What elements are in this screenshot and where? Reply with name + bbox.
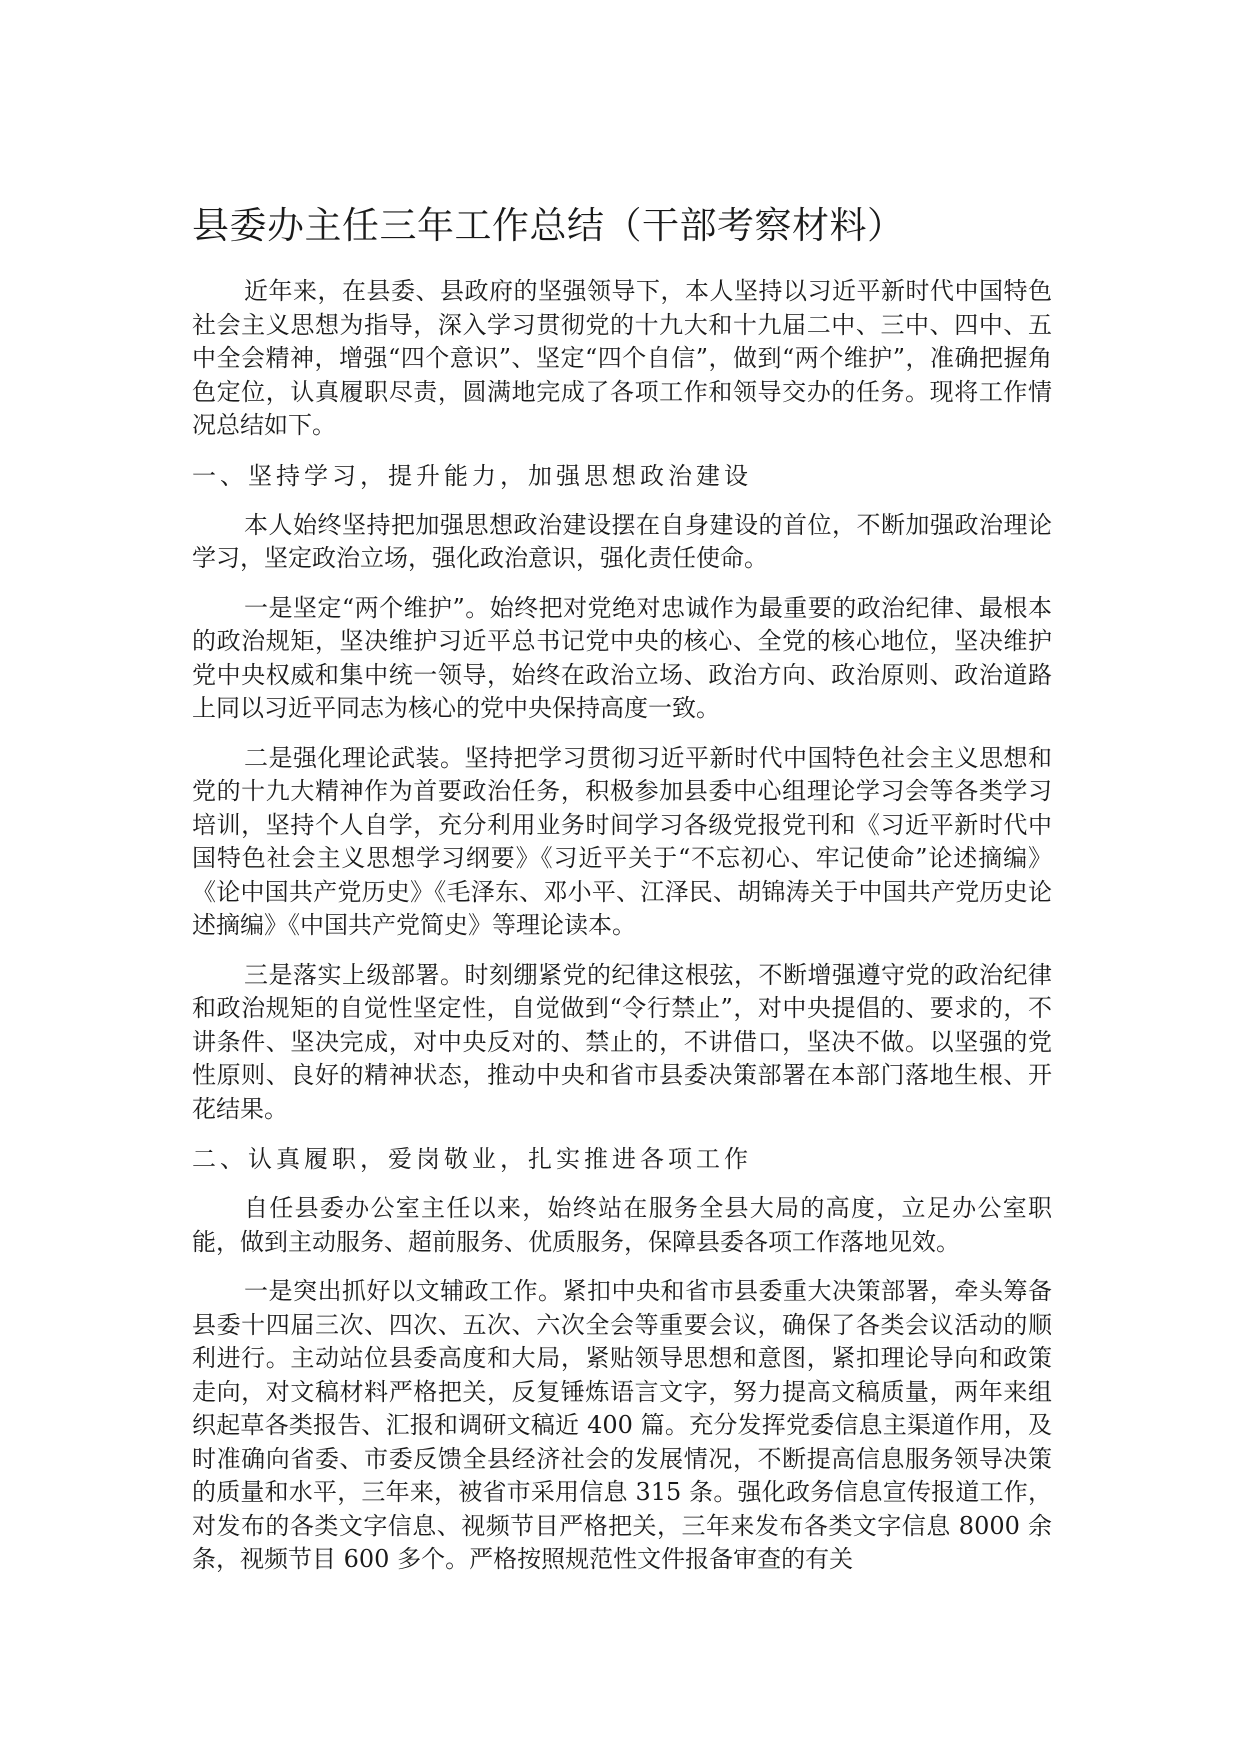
section-2-intro-paragraph: 自任县委办公室主任以来，始终站在服务全县大局的高度，立足办公室职能，做到主动服务、超前服务、优质服务，保障县委各项工作落地见效。 bbox=[192, 1194, 1052, 1256]
section-heading-1: 一、坚持学习，提升能力，加强思想政治建设 bbox=[192, 461, 752, 490]
section-1-point-3-paragraph: 三是落实上级部署。时刻绷紧党的纪律这根弦，不断增强遵守党的政治纪律和政治规矩的自觉性坚定性，自觉做到“令行禁止”，对中央提倡的、要求的，不讲条件、坚决完成，对中央反对的、禁止的，不讲借口，坚决不做。以坚强的党性原则、良好的精神状态，推动中央和省市县委决策部署在本部门落地生根、开花结果。 bbox=[192, 960, 1052, 1123]
document-title: 县委办主任三年工作总结（干部考察材料） bbox=[192, 204, 905, 247]
section-heading-2: 二、认真履职，爱岗敬业，扎实推进各项工作 bbox=[192, 1145, 752, 1173]
document-body bbox=[192, 197, 1052, 1593]
section-1-intro-paragraph: 本人始终坚持把加强思想政治建设摆在自身建设的首位，不断加强政治理论学习，坚定政治立场，强化政治意识，强化责任使命。 bbox=[192, 510, 1052, 572]
section-2-point-1-paragraph: 一是突出抓好以文辅政工作。紧扣中央和省市县委重大决策部署，牵头筹备县委十四届三次、四次、五次、六次全会等重要会议，确保了各类会议活动的顺利进行。主动站位县委高度和大局，紧贴领导思想和意图，紧扣理论导向和政策走向，对文稿材料严格把关，反复锤炼语言文字，努力提高文稿质量，两年来组织起草各类报告、汇报和调研文稿近 400 篇。充分发挥党委信息主渠道作用，及时准确向省委、市委反馈全县经济社会的发展情况，不断提高信息服务领导决策的质量和水平，三年来，被省市采用信息 315 条。强化政务信息宣传报道工作，对发布的各类文字信息、视频节目严格把关，三年来发布各类文字信息 8000 余条，视频节目 600 多个。严格按照规范性文件报备审查的有关 bbox=[192, 1277, 1052, 1573]
section-1-point-1-paragraph: 一是坚定“两个维护”。始终把对党绝对忠诚作为最重要的政治纪律、最根本的政治规矩，坚决维护习近平总书记党中央的核心、全党的核心地位，坚决维护党中央权威和集中统一领导，始终在政治立场、政治方向、政治原则、政治道路上同以习近平同志为核心的党中央保持高度一致。 bbox=[192, 593, 1052, 722]
section-1-point-2-paragraph: 二是强化理论武装。坚持把学习贯彻习近平新时代中国特色社会主义思想和党的十九大精神作为首要政治任务，积极参加县委中心组理论学习会等各类学习培训，坚持个人自学，充分利用业务时间学习各级党报党刊和《习近平新时代中国特色社会主义思想学习纲要》《习近平关于“不忘初心、牢记使命”论述摘编》《论中国共产党历史》《毛泽东、邓小平、江泽民、胡锦涛关于中国共产党历史论述摘编》《中国共产党简史》等理论读本。 bbox=[192, 743, 1052, 939]
intro-paragraph: 近年来，在县委、县政府的坚强领导下，本人坚持以习近平新时代中国特色社会主义思想为指导，深入学习贯彻党的十九大和十九届二中、三中、四中、五中全会精神，增强“四个意识”、坚定“四个自信”，做到“两个维护”，准确把握角色定位，认真履职尽责，圆满地完成了各项工作和领导交办的任务。现将工作情况总结如下。 bbox=[192, 277, 1052, 439]
